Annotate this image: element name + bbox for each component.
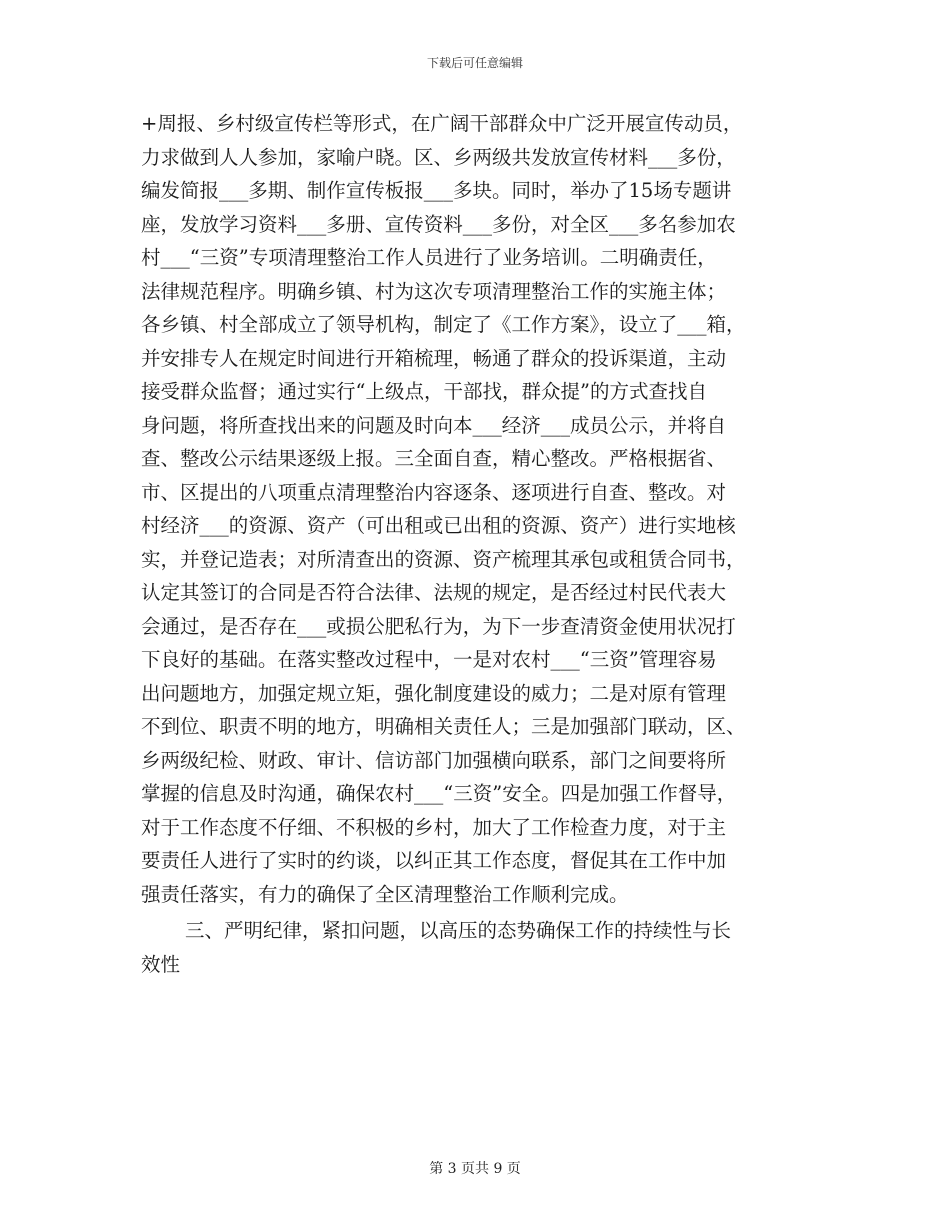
- body-line: 法律规范程序。明确乡镇、村为这次专项清理整治工作的实施主体；: [141, 279, 727, 303]
- body-line: 实，并登记造表；对所清查出的资源、资产梳理其承包或租赁合同书，: [141, 547, 746, 571]
- body-line: 强责任落实，有力的确保了全区清理整治工作顺利完成。: [141, 882, 629, 906]
- section-heading: 三、严明纪律，紧扣问题，以高压的态势确保工作的持续性与长: [185, 919, 732, 942]
- body-line: 力求做到人人参加，家喻户晓。区、乡两级共发放宣传材料___多份，: [141, 145, 736, 169]
- page-number: 第 3 页共 9 页: [429, 1161, 521, 1177]
- body-line: 认定其签订的合同是否符合法律、法规的规定，是否经过村民代表大: [141, 581, 727, 604]
- body-line: 市、区提出的八项重点清理整治内容逐条、逐项进行自查、整改。对: [141, 480, 727, 504]
- body-line: 下良好的基础。在落实整改过程中，一是对农村___“三资”管理容易: [141, 648, 717, 671]
- section-heading-continued: 效性: [141, 952, 181, 976]
- body-line: 对于工作态度不仔细、不积极的乡村，加大了工作检查力度，对于主: [141, 815, 727, 839]
- body-line: 乡两级纪检、财政、审计、信访部门加强横向联系，部门之间要将所: [141, 748, 727, 772]
- body-line: 村___“三资”专项清理整治工作人员进行了业务培训。二明确责任，: [141, 246, 717, 269]
- body-line: 身问题，将所查找出来的问题及时向本___经济___成员公示，并将自: [141, 413, 727, 437]
- body-line: 查、整改公示结果逐级上报。三全面自查，精心整改。严格根据省、: [141, 447, 727, 470]
- body-line: 编发简报___多期、制作宣传板报___多块。同时，举办了15场专题讲: [141, 179, 732, 202]
- page-header: 下载后可任意编辑: [426, 56, 523, 70]
- body-line: 村经济___的资源、资产（可出租或已出租的资源、资产）进行实地核: [141, 514, 736, 537]
- body-line: 接受群众监督；通过实行“上级点，干部找，群众提”的方式查找自: [141, 380, 707, 403]
- body-line: 出问题地方，加强定规立矩，强化制度建设的威力；二是对原有管理: [141, 681, 727, 705]
- body-line: 不到位、职责不明的地方，明确相关责任人；三是加强部门联动，区、: [141, 715, 746, 738]
- body-line: 各乡镇、村全部成立了领导机构，制定了《工作方案》，设立了___箱，: [141, 313, 746, 336]
- body-line: +周报、乡村级宣传栏等形式，在广阔干部群众中广泛开展宣传动员，: [141, 112, 743, 135]
- body-line: 座，发放学习资料___多册、宣传资料___多份，对全区___多名参加农: [141, 212, 736, 236]
- body-line: 并安排专人在规定时间进行开箱梳理，畅通了群众的投诉渠道，主动: [141, 346, 727, 370]
- body-line: 掌握的信息及时沟通，确保农村___“三资”安全。四是加强工作督导，: [141, 782, 737, 805]
- body-line: 会通过，是否存在___或损公肥私行为，为下一步查清资金使用状况打: [141, 614, 736, 638]
- body-text: [141, 107, 811, 981]
- body-line: 要责任人进行了实时的约谈，以纠正其工作态度，督促其在工作中加: [141, 849, 727, 872]
